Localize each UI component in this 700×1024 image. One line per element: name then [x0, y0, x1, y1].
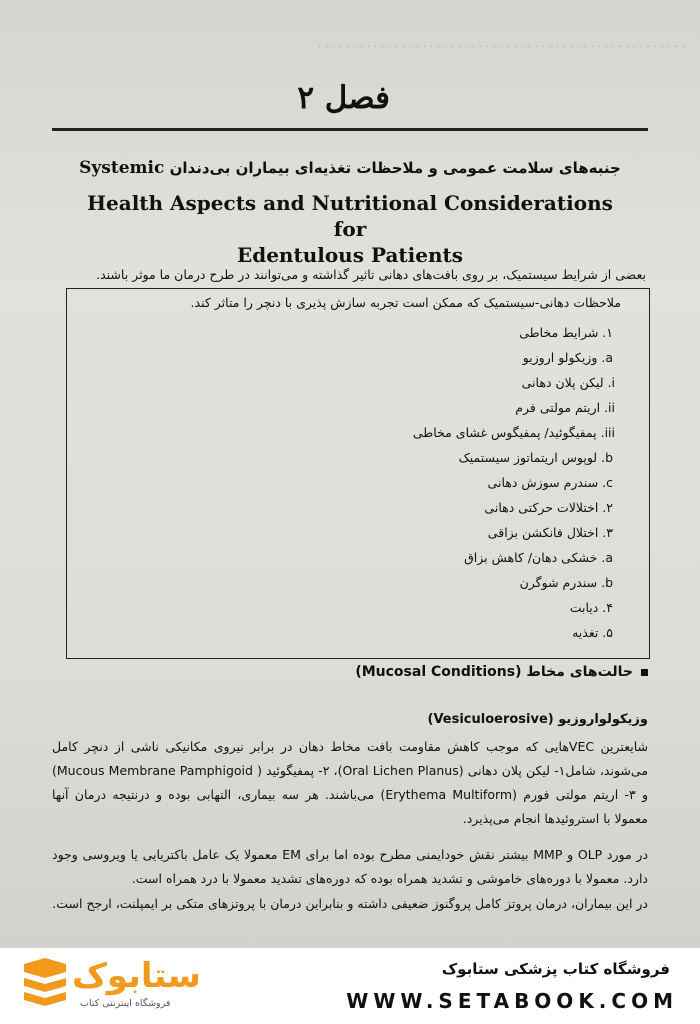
store-name: فروشگاه کتاب پزشکی ستابوک [441, 960, 670, 978]
box-intro: ملاحظات دهانی-سیستمیک که ممکن است تجربه سازش پذیری با دنچر را متاثر کند. [190, 295, 621, 310]
list-item: b. سندرم شوگرن [519, 575, 613, 590]
list-item: iii. پمفیگوئید/ پمفیگوس غشای مخاطی [412, 425, 615, 440]
list-item: ۴. دیابت [569, 600, 613, 615]
list-item: c. سندرم سوزش دهانی [487, 475, 613, 490]
list-item: a. خشکی دهان/ کاهش بزاق [464, 550, 613, 565]
section-heading [355, 664, 648, 680]
body-paragraph: شایعترین VECهایی که موجب کاهش مقاومت بافت مخاط دهان در برابر نیروی مکانیکی ناشی از دنچر کامل می‌شوند، شامل۱- لیکن پلان دهانی (Oral Lichen Planus)، ۲- پمفیگوئید ( Mucous Membrane Pamphigoid) و ۳- اریتم مولتی فورم (Erythema Multiform) می‌باشند. هر سه بیماری، التهابی بوده و درنتیجه درمان آنها معمولا با استروئیدها انجام می‌پذیرد. [52, 739, 649, 826]
subsection-heading: وزیکولواروزیو (Vesiculoerosive) [427, 712, 648, 727]
chapter-heading-en-line2: Edentulous Patients [236, 243, 464, 267]
list-item: a. وزیکولو اروزیو [522, 350, 613, 365]
chapter-heading-fa-text: جنبه‌های سلامت عمومی و ملاحظات تغذیه‌ای بیماران بی‌دندان [169, 159, 621, 177]
chapter-heading-en [70, 190, 630, 268]
list-item: i. لیکن پلان دهانی [521, 375, 615, 390]
chapter-heading-fa [70, 158, 630, 178]
list-item: ۲. اختلالات حرکتی دهانی [484, 500, 613, 515]
list-item: ii. اریتم مولتی فرم [515, 400, 615, 415]
list-item: ۵. تغذیه [572, 625, 613, 640]
chapter-rule [52, 128, 648, 131]
chapter-heading-fa-en-word: Systemic [79, 158, 165, 178]
body-paragraph: در مورد OLP و MMP بیشتر نقش خودایمنی مطرح بوده اما برای EM معمولا یک عامل باکتریایی یا ویروسی وجود دارد. معمولا با دوره‌های خاموشی و تشدید همراه بوده که دوره‌های تشدید معمولا با درد همراه است. [52, 847, 649, 886]
list-item: ۳. اختلال فانکشن بزاقی [487, 525, 613, 540]
considerations-box [66, 288, 650, 659]
list-item: b. لوپوس اریتماتوز سیستمیک [458, 450, 613, 465]
logo-wordmark: ستابوک [72, 956, 201, 996]
list-item: ۱. شرایط مخاطی [519, 325, 613, 340]
book-stack-icon [20, 956, 70, 1014]
chapter-title: فصل ۲ [297, 80, 390, 116]
considerations-list [413, 322, 613, 647]
store-url[interactable]: WWW.SETABOOK.COM [346, 989, 678, 1013]
intro-paragraph: بعضی از شرایط سیستمیک، بر روی بافت‌های دهانی تاثیر گذاشته و می‌توانند در طرح درمان ما موثر باشند. [96, 267, 646, 282]
store-logo [20, 954, 280, 1018]
body-paragraph: در این بیماران، درمان پروتز کامل پروگنوز ضعیفی داشته و بنابراین درمان با پروتزهای متکی بر ایمپلنت، ارجح است. [52, 896, 648, 911]
chapter-heading-en-line1: Health Aspects and Nutritional Considerations for [87, 191, 613, 241]
bleed-through-text: · · · · · · · · · · · · · · · · · · · · · · · · · · · · · · · · · · · · · · · · · · · · · · · · · · · · · [317, 40, 685, 53]
logo-tagline: فروشگاه اینترنتی کتاب [80, 998, 171, 1009]
store-footer [0, 948, 700, 1024]
section-heading-text: حالت‌های مخاط (Mucosal Conditions) [355, 664, 633, 680]
square-bullet-icon [641, 669, 648, 676]
